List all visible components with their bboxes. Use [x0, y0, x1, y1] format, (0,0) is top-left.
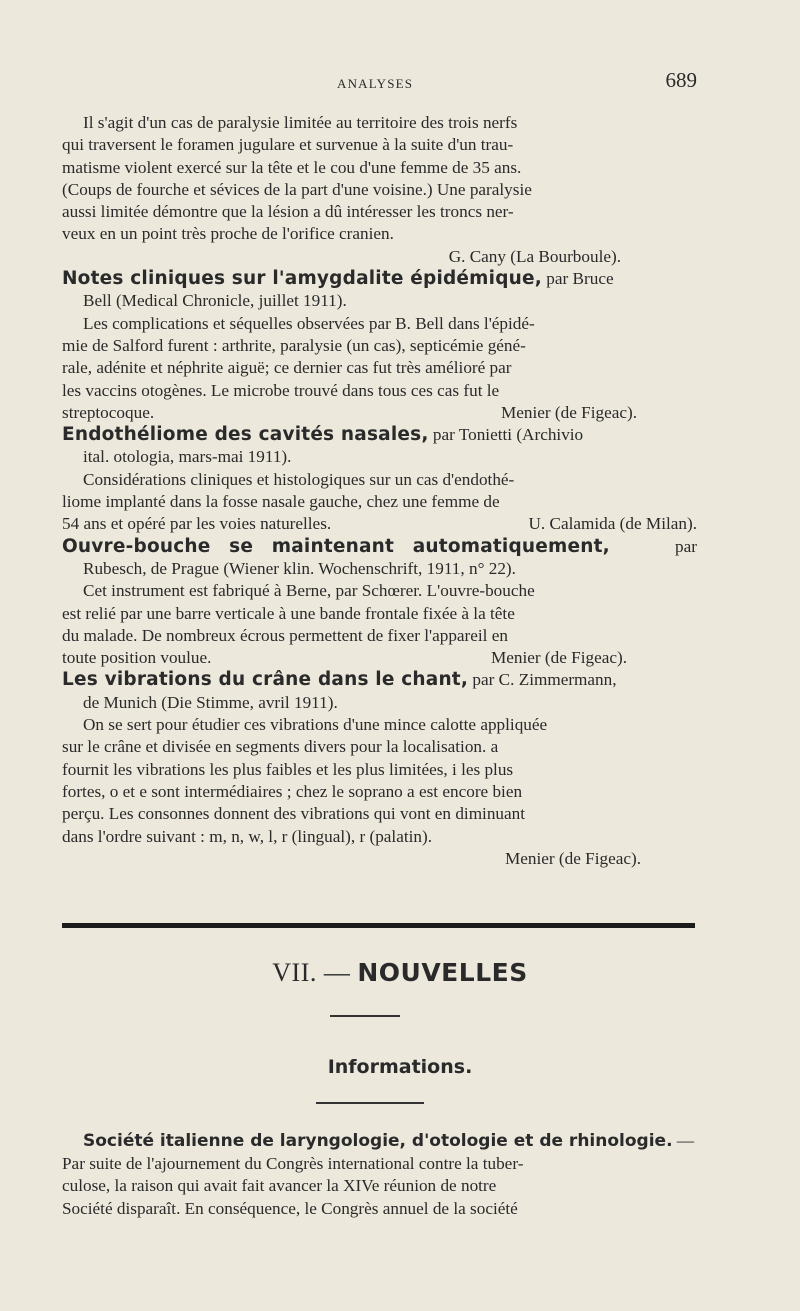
author-signature: Menier (de Figeac).: [504, 848, 641, 868]
entry-heading: [62, 268, 697, 290]
section-divider: [62, 923, 695, 928]
section-title: [0, 958, 800, 988]
paragraph-line: mie de Salford furent : arthrite, paralysie (un cas), septicémie géné-: [62, 335, 526, 355]
page-number: 689: [665, 68, 697, 92]
entry-title: Les vibrations du crâne dans le chant,: [62, 669, 469, 691]
paragraph-line: On se sert pour étudier ces vibrations d'une mince calotte appliquée: [83, 715, 548, 735]
paragraph-line: (Coups de fourche et sévices de la part d'une voisine.) Une paralysie: [62, 179, 532, 199]
paragraph-line: sur le crâne et divisée en segments divers pour la localisation. a: [62, 737, 499, 757]
entry-author: par Bruce: [542, 269, 614, 289]
paragraph-line: Cet instrument est fabriqué à Berne, par Schœrer. L'ouvre-bouche: [83, 581, 535, 601]
paragraph-line: est relié par une barre verticale à une bande frontale fixée à la tête: [62, 603, 515, 623]
paragraph-line: culose, la raison qui avait fait avancer la XIVe réunion de notre: [62, 1176, 497, 1195]
paragraph-line: Les complications et séquelles observées par B. Bell dans l'épidé-: [83, 313, 535, 333]
paragraph-line: [62, 647, 697, 669]
entry-author: par C. Zimmermann,: [468, 670, 617, 690]
author-signature: G. Cany (La Bourboule).: [448, 246, 621, 266]
line-text: 54 ans et opéré par les voies naturelles.: [62, 514, 332, 534]
entry-title: Notes cliniques sur l'amygdalite épidémique,: [62, 268, 542, 290]
section-name: NOUVELLES: [357, 958, 528, 987]
analyses-text: [62, 112, 697, 870]
paragraph-line: Par suite de l'ajournement du Congrès international contre la tuber-: [62, 1153, 524, 1173]
paragraph-line: perçu. Les consonnes donnent des vibrations qui vont en diminuant: [62, 804, 526, 824]
paragraph-line: [62, 402, 697, 424]
paragraph-line: rale, adénite et néphrite aiguë; ce dernier cas fut très amélioré par: [62, 358, 512, 378]
paragraph-line: matisme violent exercé sur la tête et le cou d'une femme de 35 ans.: [62, 157, 522, 177]
paragraph-line: les vaccins otogènes. Le microbe trouvé dans tous ces cas fut le: [62, 380, 500, 400]
author-signature: U. Calamida (de Milan).: [528, 514, 697, 534]
paragraph-line: du malade. De nombreux écrous permettent de fixer l'appareil en: [62, 625, 508, 645]
author-signature: Menier (de Figeac).: [500, 402, 637, 422]
short-rule: [330, 1015, 400, 1017]
paragraph-line: fortes, o et e sont intermédiaires ; chez le soprano a est encore bien: [62, 781, 523, 801]
entry-title: Endothéliome des cavités nasales,: [62, 424, 429, 446]
news-title: Société italienne de laryngologie, d'otologie et de rhinologie.: [83, 1131, 673, 1151]
entry-heading: [62, 424, 697, 446]
line-text: streptocoque.: [62, 402, 155, 422]
paragraph-line: Considérations cliniques et histologiques sur un cas d'endothé-: [83, 469, 515, 489]
paragraph-line: liome implanté dans la fosse nasale gauche, chez une femme de: [62, 492, 500, 512]
page-header: [62, 68, 697, 94]
subsection-title: Informations.: [327, 1056, 473, 1078]
entry-heading: [62, 536, 697, 558]
entry-reference: Rubesch, de Prague (Wiener klin. Wochenschrift, 1911, n° 22).: [83, 558, 516, 578]
running-head: ANALYSES: [337, 76, 414, 91]
entry-author: par: [675, 536, 697, 556]
entry-title: Ouvre-bouche se maintenant automatiquement,: [62, 535, 610, 557]
entry-heading: [62, 669, 697, 691]
paragraph-line: aussi limitée démontre que la lésion a dû intéresser les troncs ner-: [62, 202, 514, 222]
section-number: VII. —: [272, 958, 358, 987]
paragraph-line: Société disparaît. En conséquence, le Congrès annuel de la société: [62, 1198, 518, 1218]
line-text: toute position voulue.: [62, 648, 212, 668]
paragraph-line: fournit les vibrations les plus faibles et les plus limitées, i les plus: [62, 759, 514, 779]
paragraph-line: [62, 513, 697, 535]
paragraph-line: Il s'agit d'un cas de paralysie limitée au territoire des trois nerfs: [83, 113, 518, 132]
paragraph-line: qui traversent le foramen jugulare et survenue à la suite d'un trau-: [62, 135, 514, 155]
paragraph-line: dans l'ordre suivant : m, n, w, l, r (lingual), r (palatin).: [62, 826, 432, 846]
news-dash: —: [672, 1131, 695, 1150]
news-text: [62, 1130, 697, 1220]
entry-reference: de Munich (Die Stimme, avril 1911).: [83, 692, 338, 712]
author-signature: Menier (de Figeac).: [490, 648, 627, 668]
entry-reference: ital. otologia, mars-mai 1911).: [83, 447, 292, 467]
news-heading: [62, 1130, 697, 1153]
entry-author: par Tonietti (Archivio: [428, 425, 584, 445]
paragraph-line: veux en un point très proche de l'orifice cranien.: [62, 224, 394, 244]
short-rule: [316, 1102, 424, 1104]
entry-reference: Bell (Medical Chronicle, juillet 1911).: [83, 291, 347, 311]
